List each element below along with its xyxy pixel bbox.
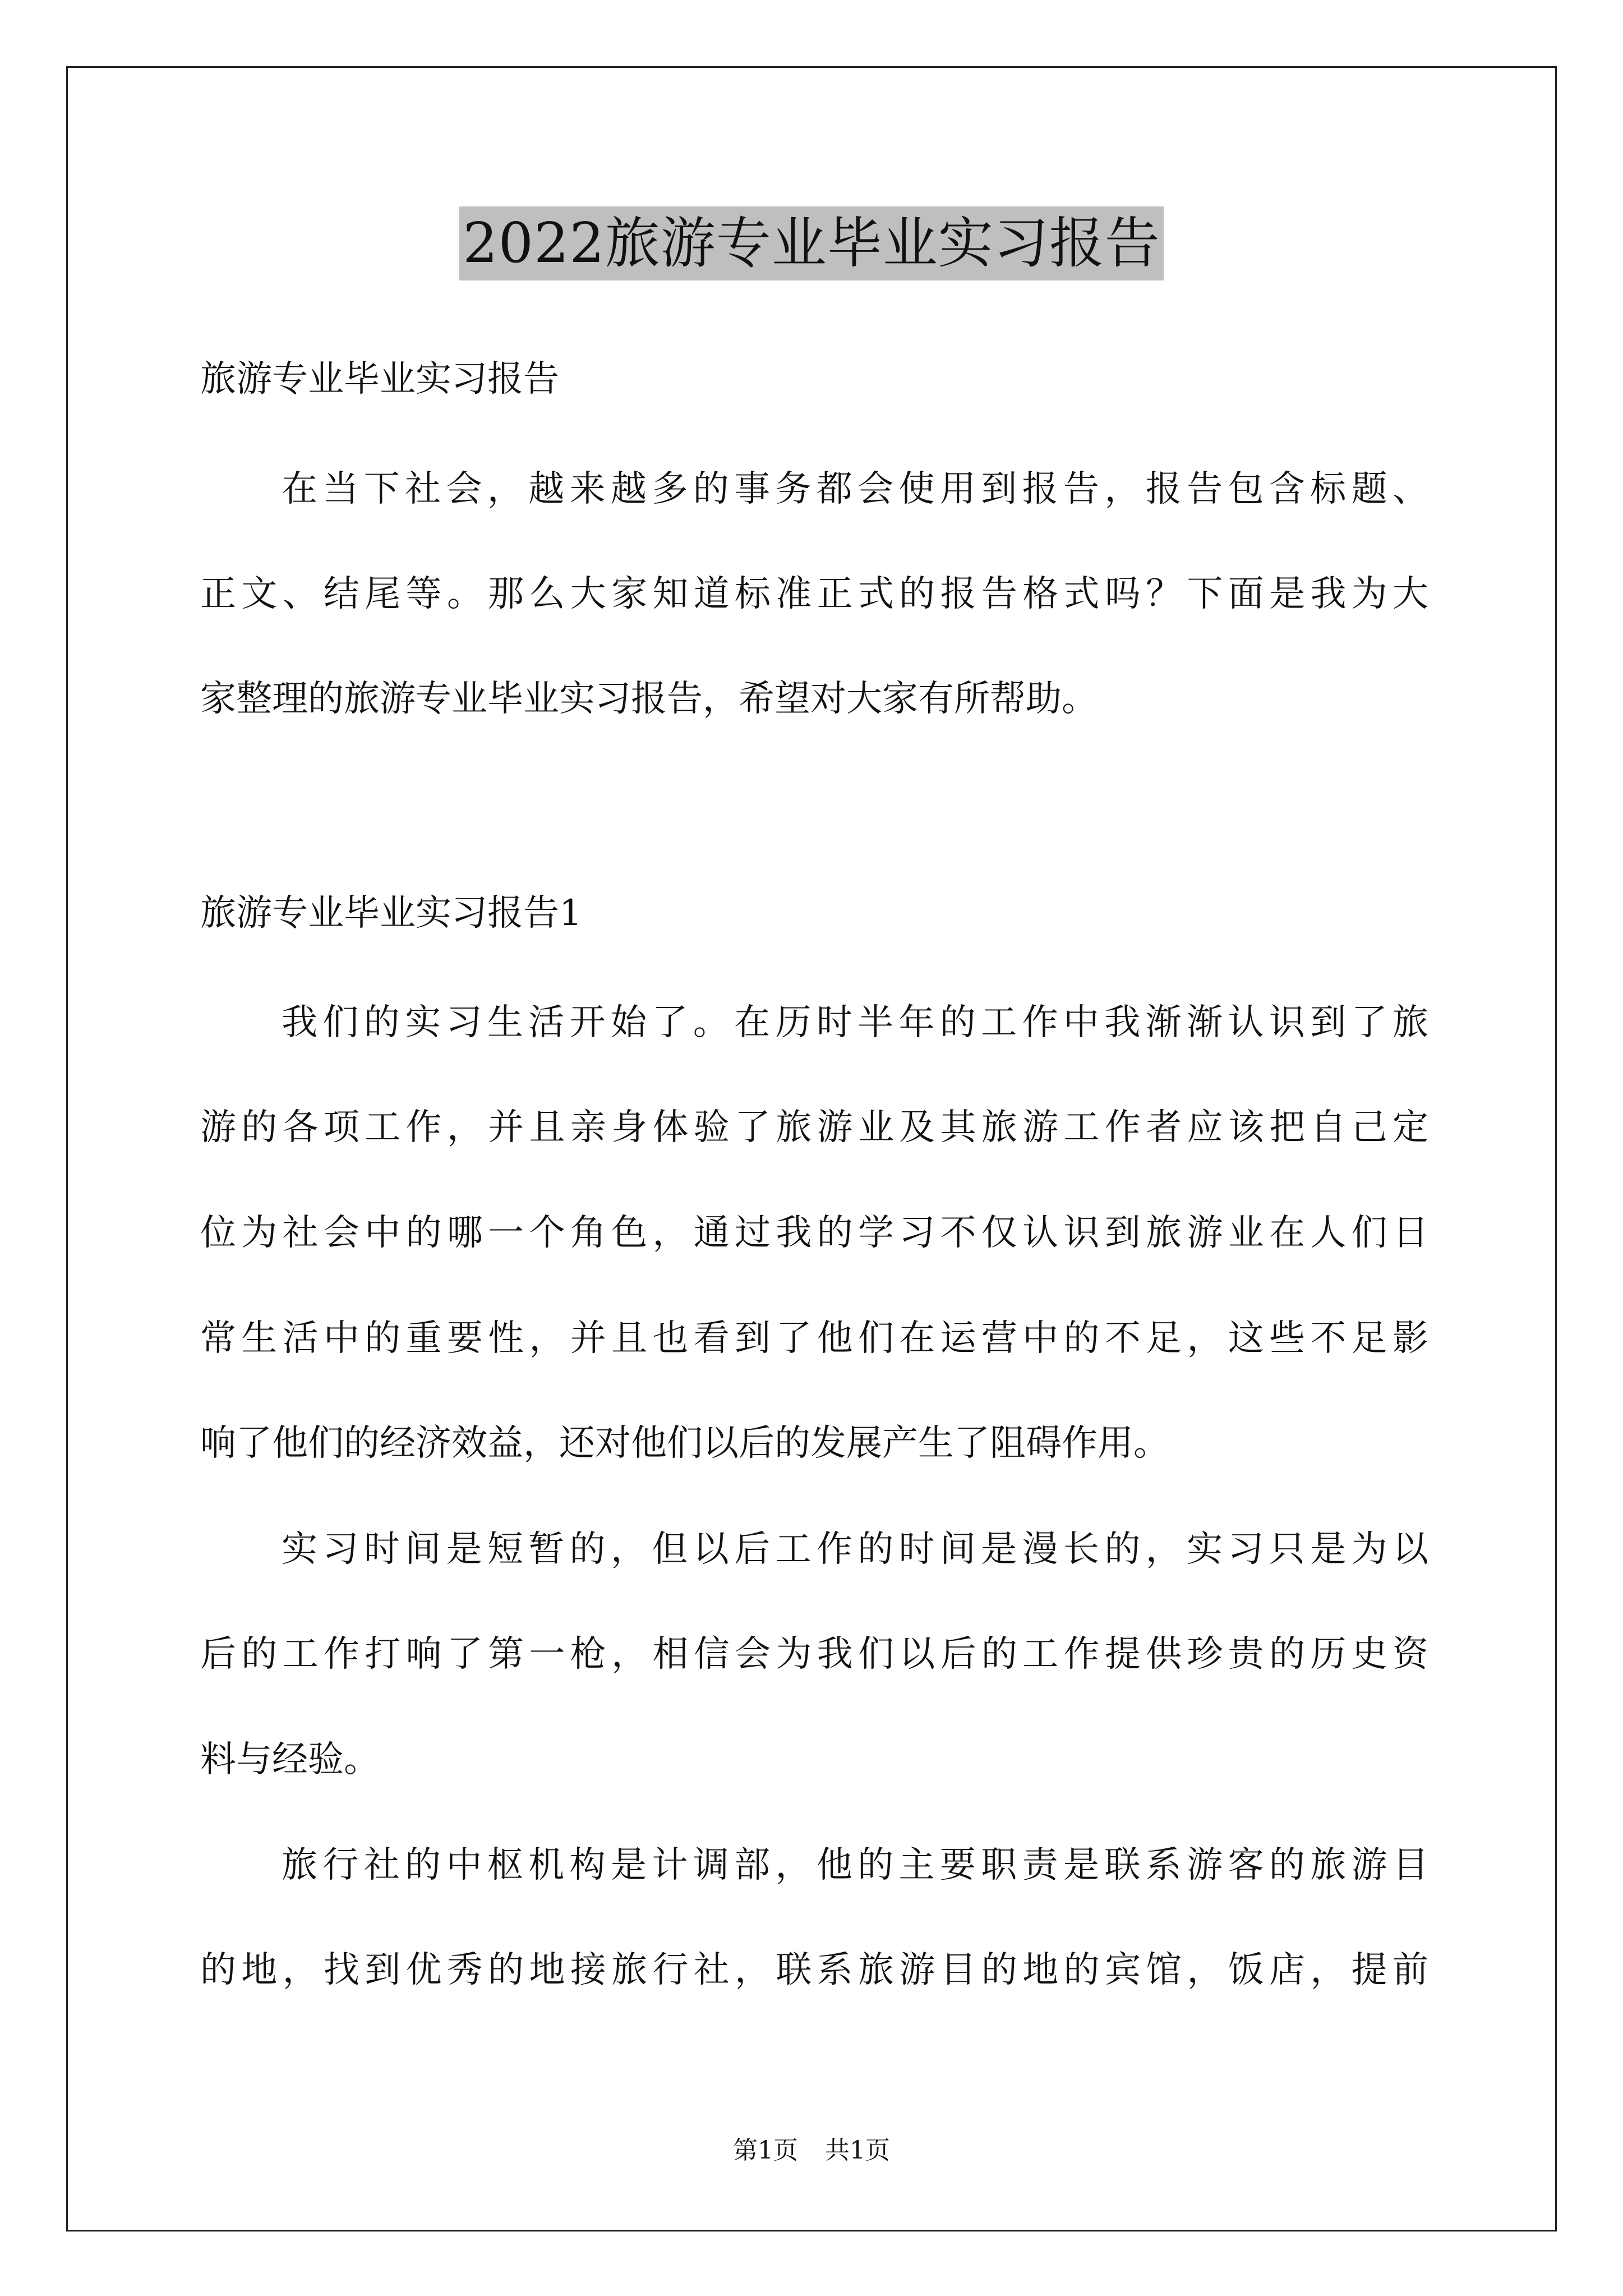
subtitle-heading: 旅游专业毕业实习报告 (200, 358, 559, 400)
paragraph-line: 我们的实习生活开始了。在历时半年的工作中我渐渐认识到了旅 (282, 1002, 1428, 1043)
paragraph-line: 后的工作打响了第一枪，相信会为我们以后的工作提供珍贵的历史资 (200, 1634, 1428, 1675)
paragraph-line: 家整理的旅游专业毕业实习报告，希望对大家有所帮助。 (200, 678, 1098, 720)
title-container (0, 206, 1623, 280)
section-heading: 旅游专业毕业实习报告1 (200, 892, 582, 934)
page-number-total: 共1页 (825, 2136, 890, 2165)
page-footer (0, 2135, 1623, 2166)
paragraph-line: 料与经验。 (200, 1739, 380, 1780)
document-title: 2022旅游专业毕业实习报告 (459, 206, 1163, 280)
paragraph-line: 游的各项工作，并且亲身体验了旅游业及其旅游工作者应该把自己定 (200, 1107, 1428, 1148)
paragraph-line: 正文、结尾等。那么大家知道标准正式的报告格式吗？下面是我为大 (200, 573, 1428, 615)
paragraph-line: 响了他们的经济效益，还对他们以后的发展产生了阻碍作用。 (200, 1423, 1169, 1464)
paragraph-line: 实习时间是短暂的，但以后工作的时间是漫长的，实习只是为以 (282, 1529, 1428, 1570)
paragraph-line: 旅行社的中枢机构是计调部，他的主要职责是联系游客的旅游目 (282, 1844, 1428, 1886)
paragraph-line: 常生活中的重要性，并且也看到了他们在运营中的不足，这些不足影 (200, 1318, 1428, 1359)
paragraph-line: 位为社会中的哪一个角色，通过我的学习不仅认识到旅游业在人们日 (200, 1212, 1428, 1254)
paragraph-line: 在当下社会，越来越多的事务都会使用到报告，报告包含标题、 (282, 468, 1428, 510)
paragraph-line: 的地，找到优秀的地接旅行社，联系旅游目的地的宾馆，饭店，提前 (200, 1949, 1428, 1991)
page-number-current: 第1页 (733, 2136, 798, 2165)
